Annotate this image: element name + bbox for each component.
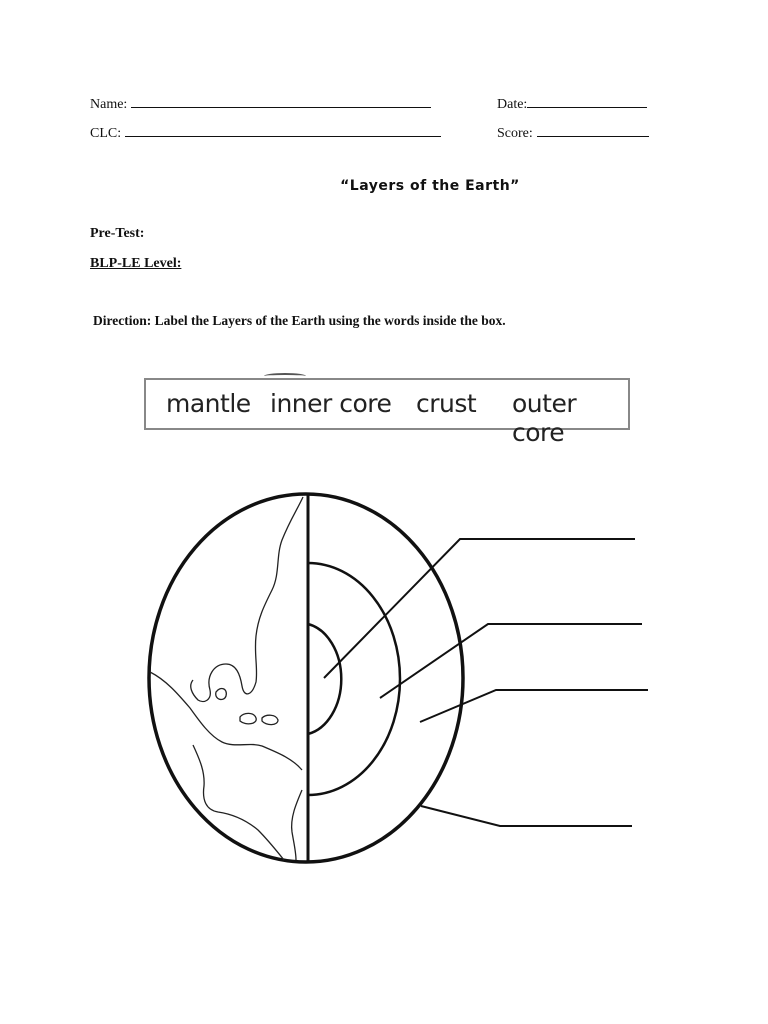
- pointer-lines: [324, 539, 648, 826]
- level-label: BLP-LE Level:: [90, 256, 182, 271]
- outer-core-boundary: [308, 563, 400, 795]
- pointer-inner-core: [324, 539, 635, 678]
- earth-outline: [149, 494, 463, 862]
- pointer-outer-core: [380, 624, 642, 698]
- inner-core-boundary: [308, 624, 341, 734]
- worksheet-title: “Layers of the Earth”: [340, 178, 520, 194]
- score-label: Score:: [497, 126, 533, 141]
- continents-drawing: [150, 497, 303, 860]
- date-label: Date:: [497, 97, 528, 112]
- clc-label: CLC:: [90, 126, 122, 141]
- pointer-crust: [421, 806, 632, 826]
- direction-text: Direction: Label the Layers of the Earth using the words inside the box.: [93, 313, 506, 328]
- name-label: Name:: [90, 97, 128, 112]
- word-crust: crust: [416, 389, 477, 418]
- pretest-label: Pre-Test:: [90, 226, 145, 241]
- word-mantle: mantle: [166, 389, 251, 418]
- pointer-mantle: [420, 690, 648, 722]
- word-outer-core: outer core: [512, 389, 577, 447]
- word-inner-core: inner core: [270, 389, 392, 418]
